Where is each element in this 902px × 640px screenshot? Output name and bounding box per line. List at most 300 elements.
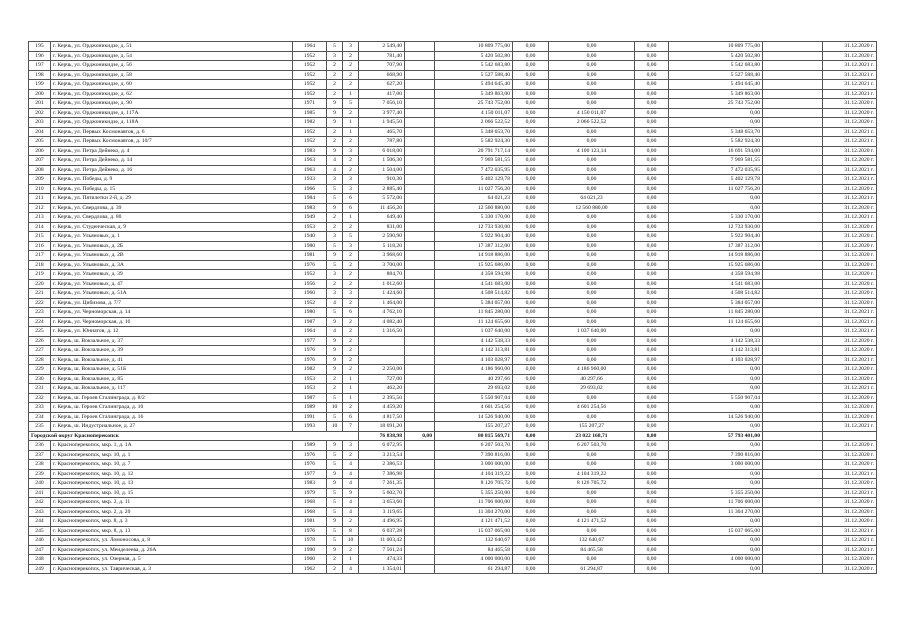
cost-col4-cell: 5 384 057,00 xyxy=(669,298,763,308)
cost-col2-cell: 4 150 011,07 xyxy=(549,108,635,118)
area-cell: 6 018,00 xyxy=(359,146,405,156)
build-year-cell: 1952 xyxy=(293,127,327,137)
table-row xyxy=(29,555,877,565)
table-row xyxy=(29,336,877,346)
cost-col4-cell: 5 402 129,78 xyxy=(669,175,763,185)
empty-cell xyxy=(405,498,435,508)
table-row xyxy=(29,289,877,299)
cost-col3-cell: 0,00 xyxy=(635,289,669,299)
area-cell: 417,00 xyxy=(359,89,405,99)
entrances-cell: 1 xyxy=(343,555,359,565)
build-year-cell: 1977 xyxy=(293,469,327,479)
total-cost-cell: 4 508 514,82 xyxy=(435,289,513,299)
address-cell: г. Керчь, ул. Победы, д. 15 xyxy=(51,184,293,194)
table-row xyxy=(29,80,877,90)
build-year-cell: 1953 xyxy=(293,222,327,232)
total-cost-cell: 11 124 655,60 xyxy=(435,317,513,327)
area-cell: 7 056,10 xyxy=(359,99,405,109)
cost-col3-cell: 0,00 xyxy=(635,479,669,489)
deadline-cell: 31.12.2020 г. xyxy=(823,403,877,413)
cost-col2-cell: 0,00 xyxy=(549,336,635,346)
cost-col2-cell: 0,00 xyxy=(549,61,635,71)
empty-cell xyxy=(405,526,435,536)
empty-cell xyxy=(405,70,435,80)
empty-cell xyxy=(405,156,435,166)
cost-col2-cell: 0,00 xyxy=(549,251,635,261)
address-cell: г. Красноперекопск, мкр. 1, д. 1А xyxy=(51,441,293,451)
cost-col4-cell: 5 348 653,70 xyxy=(669,127,763,137)
total-cost-cell: 4 541 683,00 xyxy=(435,279,513,289)
table-row xyxy=(29,61,877,71)
row-number-cell: 232 xyxy=(29,393,51,403)
empty2-cell xyxy=(763,507,823,517)
address-cell: г. Керчь, ш. Вокзальное, д. 37 xyxy=(51,336,293,346)
floors-cell: 5 xyxy=(327,184,343,194)
cost-col3-cell: 0,00 xyxy=(635,564,669,574)
cost-col3-cell: 0,00 xyxy=(635,165,669,175)
floors-cell: 9 xyxy=(327,146,343,156)
cost-col2-cell: 0,00 xyxy=(549,346,635,356)
cost-col3-cell: 0,00 xyxy=(635,118,669,128)
cost-col1-cell: 0,00 xyxy=(513,365,549,375)
cost-col3-cell: 0,00 xyxy=(635,156,669,166)
cost-col2-cell: 4 104 319,22 xyxy=(549,469,635,479)
total-cost-cell: 4 150 011,07 xyxy=(435,108,513,118)
empty-cell xyxy=(405,213,435,223)
cost-col3-cell: 0,00 xyxy=(635,355,669,365)
cost-col2-cell: 0,00 xyxy=(549,260,635,270)
deadline-cell: 31.12.2021 г. xyxy=(823,536,877,546)
floors-cell: 9 xyxy=(327,365,343,375)
build-year-cell: 1989 xyxy=(293,403,327,413)
empty2-cell xyxy=(763,298,823,308)
empty2-cell xyxy=(763,61,823,71)
area-cell: 1 354,01 xyxy=(359,564,405,574)
row-number-cell: 228 xyxy=(29,355,51,365)
row-number-cell: 212 xyxy=(29,203,51,213)
empty-cell xyxy=(405,545,435,555)
total-cost-cell: 11 706 000,00 xyxy=(435,498,513,508)
cost-col4-cell: 4 358 594,98 xyxy=(669,270,763,280)
row-number-cell: 248 xyxy=(29,555,51,565)
cost-col3-cell: 0,00 xyxy=(635,498,669,508)
cost-col1-cell: 0,00 xyxy=(513,89,549,99)
build-year-cell: 1956 xyxy=(293,279,327,289)
cost-col1-cell: 0,00 xyxy=(513,298,549,308)
address-cell: г. Керчь, ул. Петра Дейнеко, д. 4 xyxy=(51,146,293,156)
cost-col4-cell: 10 809 775,00 xyxy=(669,42,763,52)
address-cell: г. Керчь, ул. Первых Космонавтов, д. 10/7 xyxy=(51,137,293,147)
entrances-cell: 1 xyxy=(343,127,359,137)
address-cell: г. Керчь, ул. Орджоникидзе, д. 58 xyxy=(51,70,293,80)
row-number-cell: 201 xyxy=(29,99,51,109)
table-row xyxy=(29,137,877,147)
area-cell: 3 213,54 xyxy=(359,450,405,460)
table-row xyxy=(29,374,877,384)
housing-repair-table xyxy=(28,41,877,574)
floors-cell: 2 xyxy=(327,213,343,223)
total-cost-cell: 14 918 886,00 xyxy=(435,251,513,261)
entrances-cell: 3 xyxy=(343,241,359,251)
table-row xyxy=(29,298,877,308)
row-number-cell: 240 xyxy=(29,479,51,489)
cost-col4-cell: 4 142 313,81 xyxy=(669,346,763,356)
area-cell: 2 395,50 xyxy=(359,393,405,403)
row-number-cell: 231 xyxy=(29,384,51,394)
table-row xyxy=(29,564,877,574)
row-number-cell: 222 xyxy=(29,298,51,308)
address-cell: г. Керчь, ул. Юннатов, д. 12 xyxy=(51,327,293,337)
area-cell: 781,40 xyxy=(359,51,405,61)
floors-cell: 2 xyxy=(327,384,343,394)
build-year-cell: 1952 xyxy=(293,89,327,99)
cost-col2-cell: 0,00 xyxy=(549,279,635,289)
entrances-cell: 2 xyxy=(343,317,359,327)
total-cost-cell: 7 390 816,00 xyxy=(435,450,513,460)
area-cell: 727,00 xyxy=(359,374,405,384)
empty-cell xyxy=(405,479,435,489)
empty-cell xyxy=(405,422,435,432)
empty-cell xyxy=(405,279,435,289)
deadline-cell: 31.12.2021 г. xyxy=(823,80,877,90)
cost-col2-cell: 6 207 503,70 xyxy=(549,441,635,451)
empty-cell xyxy=(405,99,435,109)
entrances-cell: 1 xyxy=(343,374,359,384)
total-cost-cell: 3 000 000,00 xyxy=(435,460,513,470)
cost-col3-cell: 0,00 xyxy=(635,222,669,232)
address-cell: г. Красноперекопск, ул. Озерная, д. 5 xyxy=(51,555,293,565)
row-number-cell: 235 xyxy=(29,422,51,432)
entrances-cell: 3 xyxy=(343,146,359,156)
cost-col1-cell: 0,00 xyxy=(513,99,549,109)
cost-col3-cell: 0,00 xyxy=(635,536,669,546)
empty2-cell xyxy=(763,422,823,432)
empty2-cell xyxy=(763,80,823,90)
cost-col4-cell: 4 541 683,00 xyxy=(669,279,763,289)
build-year-cell: 1968 xyxy=(293,498,327,508)
cost-col1-cell: 0,00 xyxy=(513,374,549,384)
deadline-cell: 31.12.2020 г. xyxy=(823,42,877,52)
cost-col1-cell: 0,00 xyxy=(513,61,549,71)
cost-col4-cell: 0,00 xyxy=(669,441,763,451)
area-cell: 5 602,70 xyxy=(359,488,405,498)
entrances-cell: 2 xyxy=(343,108,359,118)
area-cell: 18 691,20 xyxy=(359,422,405,432)
cost-col1-cell: 0,00 xyxy=(513,232,549,242)
cost-col3-cell: 0,00 xyxy=(635,61,669,71)
empty2-cell xyxy=(763,441,823,451)
cost-col2-cell: 0,00 xyxy=(549,99,635,109)
cost-col3-cell: 0,00 xyxy=(635,80,669,90)
entrances-cell: 1 xyxy=(343,384,359,394)
cost-col2-cell: 4 601 254,56 xyxy=(549,403,635,413)
floors-cell: 9 xyxy=(327,203,343,213)
build-year-cell: 1985 xyxy=(293,108,327,118)
cost-col3-cell: 0,00 xyxy=(635,422,669,432)
build-year-cell: 1940 xyxy=(293,232,327,242)
empty2-cell xyxy=(763,89,823,99)
deadline-cell: 31.12.2020 г. xyxy=(823,441,877,451)
table-row xyxy=(29,422,877,432)
empty-cell xyxy=(405,61,435,71)
cost-col3-cell: 0,00 xyxy=(635,127,669,137)
floors-cell: 4 xyxy=(327,156,343,166)
total-cost-cell: 6 207 503,70 xyxy=(435,441,513,451)
row-number-cell: 247 xyxy=(29,545,51,555)
cost-col1-cell: 0,00 xyxy=(513,564,549,574)
empty2-cell xyxy=(763,412,823,422)
total-cost-cell: 132 640,67 xyxy=(435,536,513,546)
entrances-cell: 8 xyxy=(343,526,359,536)
table-row xyxy=(29,156,877,166)
empty-cell xyxy=(405,488,435,498)
empty-cell xyxy=(405,222,435,232)
empty2-cell xyxy=(763,175,823,185)
cost-col2-cell: 4 100 123,14 xyxy=(549,146,635,156)
empty2-cell xyxy=(763,260,823,270)
table-row xyxy=(29,108,877,118)
floors-cell: 2 xyxy=(327,89,343,99)
cost-col3-cell: 0,00 xyxy=(635,70,669,80)
total-cost-cell: 5 402 129,78 xyxy=(435,175,513,185)
cost-col4-cell: 3 000 000,00 xyxy=(669,460,763,470)
total-cost-cell: 4 121 471,52 xyxy=(435,517,513,527)
build-year-cell: 1983 xyxy=(293,146,327,156)
entrances-cell: 2 xyxy=(343,403,359,413)
area-cell: 5 572,00 xyxy=(359,194,405,204)
empty-cell xyxy=(405,469,435,479)
cost-col2-cell: 0,00 xyxy=(549,289,635,299)
empty2-cell xyxy=(763,393,823,403)
cost-col4-cell: 25 743 752,00 xyxy=(669,99,763,109)
cost-col3-cell: 0,00 xyxy=(635,42,669,52)
empty-cell xyxy=(405,346,435,356)
entrances-cell: 2 xyxy=(343,327,359,337)
address-cell: г. Красноперекопск, ул. Менделеева, д. 26А xyxy=(51,545,293,555)
area-cell: 1 316,50 xyxy=(359,327,405,337)
deadline-cell: 31.12.2020 г. xyxy=(823,412,877,422)
floors-cell: 10 xyxy=(327,422,343,432)
row-number-cell: 220 xyxy=(29,279,51,289)
total-cost-cell: 14 526 940,00 xyxy=(435,412,513,422)
total-cost-cell: 5 527 588,40 xyxy=(435,70,513,80)
empty-cell xyxy=(405,555,435,565)
build-year-cell: 1968 xyxy=(293,507,327,517)
deadline-cell: 31.12.2020 г. xyxy=(823,564,877,574)
total-cost-cell: 4 142 313,81 xyxy=(435,346,513,356)
row-number-cell: 244 xyxy=(29,517,51,527)
cost-col4-cell: 0,00 xyxy=(669,365,763,375)
cost-col3-cell: 0,00 xyxy=(635,251,669,261)
area-cell: 7 261,35 xyxy=(359,479,405,489)
cost-col3-cell: 0,00 xyxy=(635,241,669,251)
empty2-cell xyxy=(763,403,823,413)
row-number-cell: 223 xyxy=(29,308,51,318)
total-cost-cell: 4 104 319,22 xyxy=(435,469,513,479)
build-year-cell: 1976 xyxy=(293,260,327,270)
build-year-cell: 1976 xyxy=(293,355,327,365)
total-area: 76 838,98 xyxy=(359,431,405,441)
deadline-cell: 31.12.2021 г. xyxy=(823,355,877,365)
area-cell: 884,70 xyxy=(359,270,405,280)
cost-col4-cell: 4 000 000,00 xyxy=(669,555,763,565)
build-year-cell: 1987 xyxy=(293,393,327,403)
empty-cell xyxy=(405,298,435,308)
table-row xyxy=(29,222,877,232)
entrances-cell: 1 xyxy=(343,118,359,128)
cost-col2-cell: 0,00 xyxy=(549,184,635,194)
deadline-cell: 31.12.2020 г. xyxy=(823,118,877,128)
empty-cell xyxy=(405,89,435,99)
floors-cell: 9 xyxy=(327,441,343,451)
empty-cell xyxy=(405,393,435,403)
floors-cell: 5 xyxy=(327,450,343,460)
empty-cell xyxy=(405,260,435,270)
deadline-cell: 31.12.2021 г. xyxy=(823,488,877,498)
address-cell: г. Керчь, ул. Петра Дейнеко, д. 16 xyxy=(51,165,293,175)
build-year-cell: 1990 xyxy=(293,545,327,555)
entrances-cell: 3 xyxy=(343,175,359,185)
floors-cell: 3 xyxy=(327,232,343,242)
entrances-cell: 3 xyxy=(343,289,359,299)
empty-cell xyxy=(405,564,435,574)
area-cell: 7 386,98 xyxy=(359,469,405,479)
cost-col2-cell: 0,00 xyxy=(549,42,635,52)
row-number-cell: 221 xyxy=(29,289,51,299)
area-cell: 11 456,20 xyxy=(359,203,405,213)
row-number-cell: 210 xyxy=(29,184,51,194)
cost-col3-cell: 0,00 xyxy=(635,365,669,375)
row-number-cell: 238 xyxy=(29,460,51,470)
total-cost-cell: 40 297,66 xyxy=(435,374,513,384)
empty-cell xyxy=(405,118,435,128)
floors-cell: 5 xyxy=(327,507,343,517)
cost-col4-cell: 14 918 886,00 xyxy=(669,251,763,261)
empty-cell xyxy=(405,403,435,413)
cost-col3-cell: 0,00 xyxy=(635,412,669,422)
entrances-cell: 2 xyxy=(343,298,359,308)
address-cell: г. Керчь, ул. Черноморская, д. 16 xyxy=(51,317,293,327)
cost-col1-cell: 0,00 xyxy=(513,251,549,261)
area-cell: 2 885,40 xyxy=(359,184,405,194)
table-row xyxy=(29,270,877,280)
cost-col2-cell: 0,00 xyxy=(549,412,635,422)
cost-col2-cell: 0,00 xyxy=(549,175,635,185)
build-year-cell: 1982 xyxy=(293,118,327,128)
empty2-cell xyxy=(763,270,823,280)
cost-col3-cell: 0,00 xyxy=(635,270,669,280)
total-cost-cell: 4 186 960,00 xyxy=(435,365,513,375)
cost-col4-cell: 5 550 907,04 xyxy=(669,393,763,403)
area-cell: 2 386,53 xyxy=(359,460,405,470)
floors-cell: 2 xyxy=(327,564,343,574)
empty2-cell xyxy=(763,289,823,299)
empty-cell xyxy=(405,374,435,384)
row-number-cell: 204 xyxy=(29,127,51,137)
build-year-cell: 1952 xyxy=(293,80,327,90)
build-year-cell: 1976 xyxy=(293,460,327,470)
address-cell: г. Красноперекопск, мкр. 10, д. 1 xyxy=(51,450,293,460)
address-cell: г. Керчь, ул. Победы, д. 9 xyxy=(51,175,293,185)
address-cell: г. Керчь, ул. Орджоникидзе, д. 117А xyxy=(51,108,293,118)
address-cell: г. Керчь, ул. Ульяновых, д. 39 xyxy=(51,270,293,280)
empty-cell xyxy=(405,51,435,61)
cost-col2-cell: 0,00 xyxy=(549,450,635,460)
address-cell: г. Красноперекопск, мкр. 10, д. 15 xyxy=(51,488,293,498)
total-cost-cell: 10 809 775,00 xyxy=(435,42,513,52)
entrances-cell: 4 xyxy=(343,479,359,489)
empty2-cell xyxy=(763,384,823,394)
address-cell: г. Керчь, ул. Ульяновых, д. 3А xyxy=(51,260,293,270)
total-cost-cell: 5 494 645,40 xyxy=(435,80,513,90)
cost-col3-cell: 0,00 xyxy=(635,279,669,289)
empty-cell xyxy=(405,384,435,394)
empty-cell xyxy=(405,336,435,346)
floors-cell: 5 xyxy=(327,412,343,422)
total-cost-cell: 5 420 502,80 xyxy=(435,51,513,61)
build-year-cell: 1953 xyxy=(293,374,327,384)
cost-col4-cell: 5 542 683,80 xyxy=(669,61,763,71)
row-number-cell: 225 xyxy=(29,327,51,337)
empty2-cell xyxy=(763,251,823,261)
empty-cell xyxy=(405,137,435,147)
cost-col1-cell: 0,00 xyxy=(513,51,549,61)
cost-col1-cell: 0,00 xyxy=(513,213,549,223)
empty2-cell xyxy=(763,203,823,213)
build-year-cell: 1981 xyxy=(293,517,327,527)
deadline-cell: 31.12.2021 г. xyxy=(823,384,877,394)
total-cost-cell: 4 103 028,97 xyxy=(435,355,513,365)
table-row xyxy=(29,146,877,156)
area-cell: 3 653,60 xyxy=(359,498,405,508)
table-row xyxy=(29,51,877,61)
address-cell: г. Керчь, ул. Ульяновых, д. 2Б xyxy=(51,241,293,251)
cost-col2-cell: 0,00 xyxy=(549,270,635,280)
floors-cell: 4 xyxy=(327,327,343,337)
deadline-cell: 31.12.2021 г. xyxy=(823,213,877,223)
table-row xyxy=(29,498,877,508)
entrances-cell: 6 xyxy=(343,194,359,204)
cost-col2-cell: 0,00 xyxy=(549,89,635,99)
cost-col2-cell: 4 186 960,00 xyxy=(549,365,635,375)
deadline-cell: 31.12.2021 г. xyxy=(823,70,877,80)
cost-col1-cell: 0,00 xyxy=(513,222,549,232)
table-row xyxy=(29,403,877,413)
total-cost-cell: 5 349 863,00 xyxy=(435,89,513,99)
area-cell: 3 977,40 xyxy=(359,108,405,118)
table-row xyxy=(29,365,877,375)
deadline-cell: 31.12.2021 г. xyxy=(823,469,877,479)
total-cost-cell: 5 550 907,04 xyxy=(435,393,513,403)
area-cell: 3 119,65 xyxy=(359,507,405,517)
entrances-cell: 3 xyxy=(343,184,359,194)
table-row xyxy=(29,536,877,546)
deadline-cell: 31.12.2020 г. xyxy=(823,450,877,460)
empty-cell xyxy=(405,175,435,185)
total-cost-cell: 5 330 170,00 xyxy=(435,213,513,223)
cost-col2-cell: 0,00 xyxy=(549,137,635,147)
cost-col3-cell: 0,00 xyxy=(635,555,669,565)
total-cost-cell: 4 142 538,33 xyxy=(435,336,513,346)
address-cell: г. Красноперекопск, мкр. 10, д. 12 xyxy=(51,469,293,479)
empty-cell xyxy=(405,194,435,204)
row-number-cell: 224 xyxy=(29,317,51,327)
total-sum: 80 815 569,71 xyxy=(435,431,513,441)
floors-cell: 2 xyxy=(327,80,343,90)
entrances-cell: 4 xyxy=(343,507,359,517)
build-year-cell: 1993 xyxy=(293,422,327,432)
cost-col3-cell: 0,00 xyxy=(635,99,669,109)
